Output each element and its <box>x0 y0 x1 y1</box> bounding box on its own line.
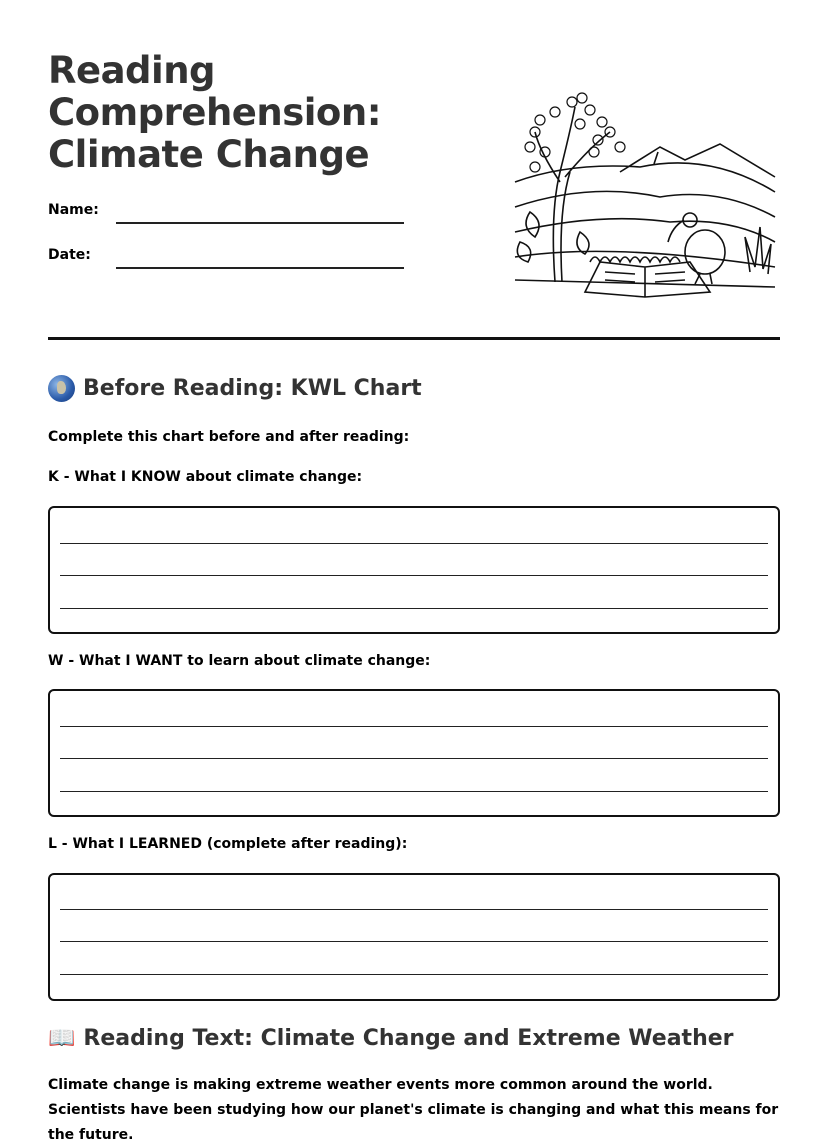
w-answer-box[interactable] <box>48 689 780 817</box>
name-label: Name: <box>48 202 99 218</box>
w-label: W - What I WANT to learn about climate change: <box>48 653 431 669</box>
divider <box>48 337 780 340</box>
date-label: Date: <box>48 247 91 263</box>
l-label: L - What I LEARNED (complete after reading): <box>48 836 408 852</box>
open-book-icon: 📖 <box>48 1026 76 1051</box>
reading-paragraph: Climate change is making extreme weather events more common around the world. Scientists have been studying how our planet's climate is changing and what this means for the future. <box>48 1077 779 1143</box>
kwl-heading-text: Before Reading: KWL Chart <box>83 376 422 401</box>
reading-heading-text: Reading Text: Climate Change and Extreme Weather <box>83 1026 734 1051</box>
kwl-instruction: Complete this chart before and after reading: <box>48 429 410 445</box>
kwl-heading <box>48 375 422 402</box>
reading-heading <box>48 1026 734 1051</box>
title-line: Climate Change <box>48 133 370 176</box>
title-line: Reading <box>48 49 216 92</box>
name-field[interactable] <box>116 222 404 224</box>
l-answer-box[interactable] <box>48 873 780 1001</box>
page-title <box>48 50 381 176</box>
k-answer-box[interactable] <box>48 506 780 634</box>
globe-icon <box>48 375 75 402</box>
landscape-illustration <box>510 92 780 307</box>
date-field[interactable] <box>116 267 404 269</box>
k-label: K - What I KNOW about climate change: <box>48 469 363 485</box>
title-line: Comprehension: <box>48 91 381 134</box>
